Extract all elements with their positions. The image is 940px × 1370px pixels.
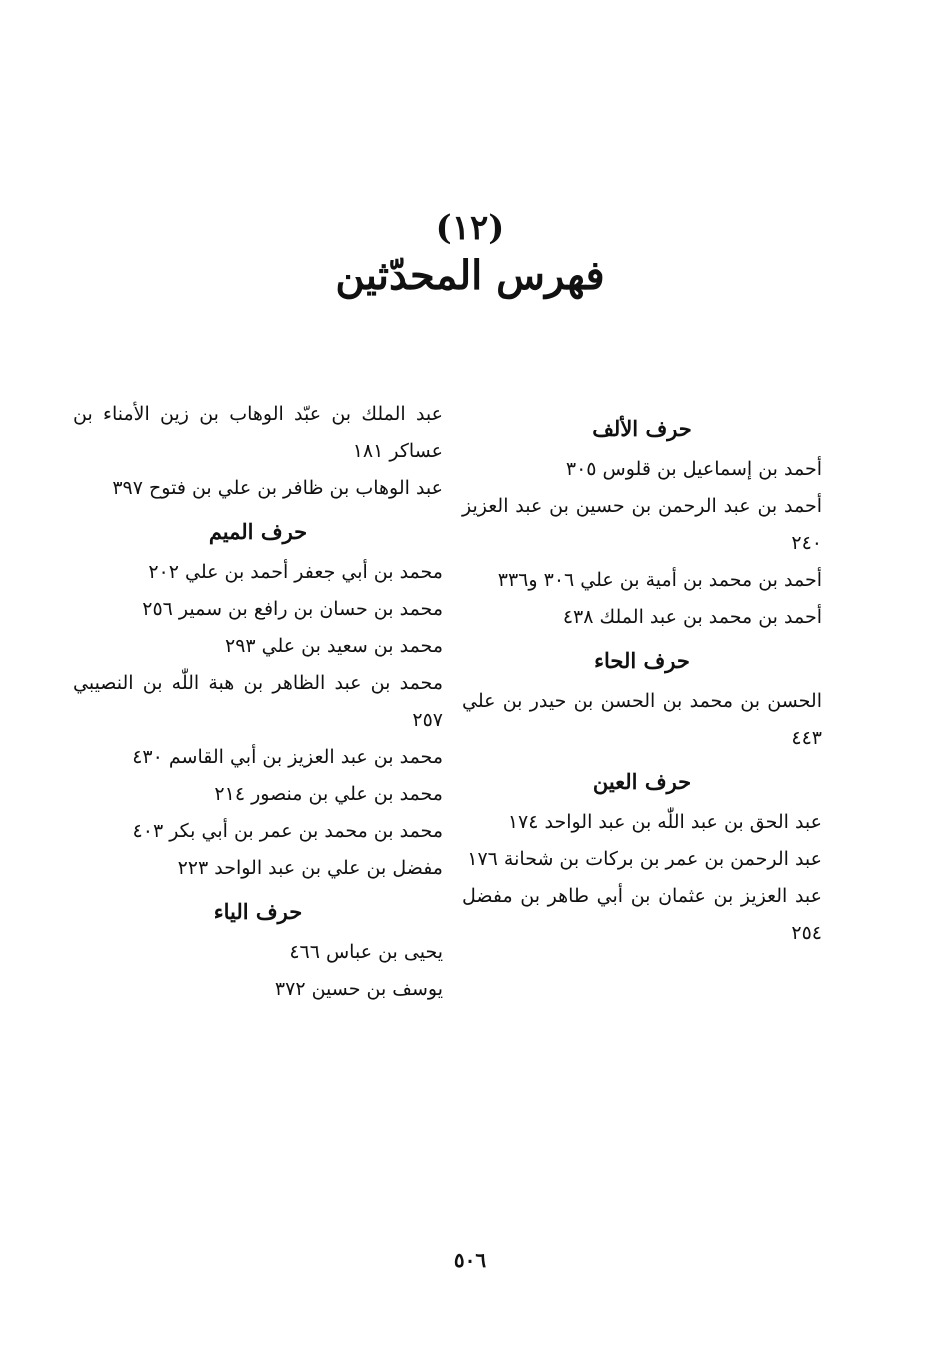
index-entry: عبد الرحمن بن عمر بن بركات بن شحانة ١٧٦ (467, 848, 822, 870)
index-entry: مفضل بن علي بن عبد الواحد ٢٢٣ (177, 857, 443, 879)
index-entry: عبد الوهاب بن ظافر بن علي بن فتوح ٣٩٧ (112, 477, 443, 499)
index-entry: محمد بن حسان بن رافع بن سمير ٢٥٦ (142, 598, 443, 620)
index-entry: محمد بن محمد بن عمر بن أبي بكر ٤٠٣ (132, 820, 443, 842)
section-title: حرف الألف (592, 416, 692, 441)
index-entry: عبد العزيز بن عثمان بن أبي طاهر بن مفضل ٢٥٤ (462, 885, 822, 944)
index-entry: أحمد بن محمد بن أمية بن علي ٣٠٦ و٣٣٦ (497, 569, 822, 591)
index-entry: يحيى بن عباس ٤٦٦ (289, 941, 443, 963)
left-column (73, 396, 443, 1008)
index-entry: محمد بن أبي جعفر أحمد بن علي ٢٠٢ (148, 561, 443, 583)
index-entry: عبد الحق بن عبد اللّٰه بن عبد الواحد ١٧٤ (507, 811, 822, 833)
index-entry: يوسف بن حسين ٣٧٢ (274, 978, 443, 1000)
page-title: فهرس المحدّثين (335, 252, 605, 299)
index-number: (١٢) (435, 208, 505, 248)
section-title: حرف العين (592, 769, 692, 794)
section-title: حرف الميم (208, 519, 308, 544)
index-entry: محمد بن علي بن منصور ٢١٤ (214, 783, 443, 805)
index-entry: عبد الملك بن عبّد الوهاب بن زين الأمناء بن عساكر ١٨١ (73, 403, 443, 462)
section-title: حرف الياء (213, 899, 303, 924)
index-entry: محمد بن عبد الظاهر بن هبة اللّٰه بن النصيبي ٢٥٧ (73, 672, 443, 731)
index-entry: محمد بن عبد العزيز بن أبي القاسم ٤٣٠ (132, 746, 443, 768)
right-column (462, 404, 822, 952)
index-entry: محمد بن سعيد بن علي ٢٩٣ (225, 635, 443, 657)
page-number: ٥٠٦ (453, 1248, 487, 1272)
index-entry: الحسن بن محمد بن الحسن بن حيدر بن علي ٤٤٣ (462, 690, 822, 749)
index-entry: أحمد بن عبد الرحمن بن حسين بن عبد العزيز ٢٤٠ (462, 495, 822, 554)
index-entry: أحمد بن إسماعيل بن قلوس ٣٠٥ (565, 458, 822, 480)
section-title: حرف الحاء (594, 648, 690, 673)
index-entry: أحمد بن محمد بن عبد الملك ٤٣٨ (562, 606, 822, 628)
